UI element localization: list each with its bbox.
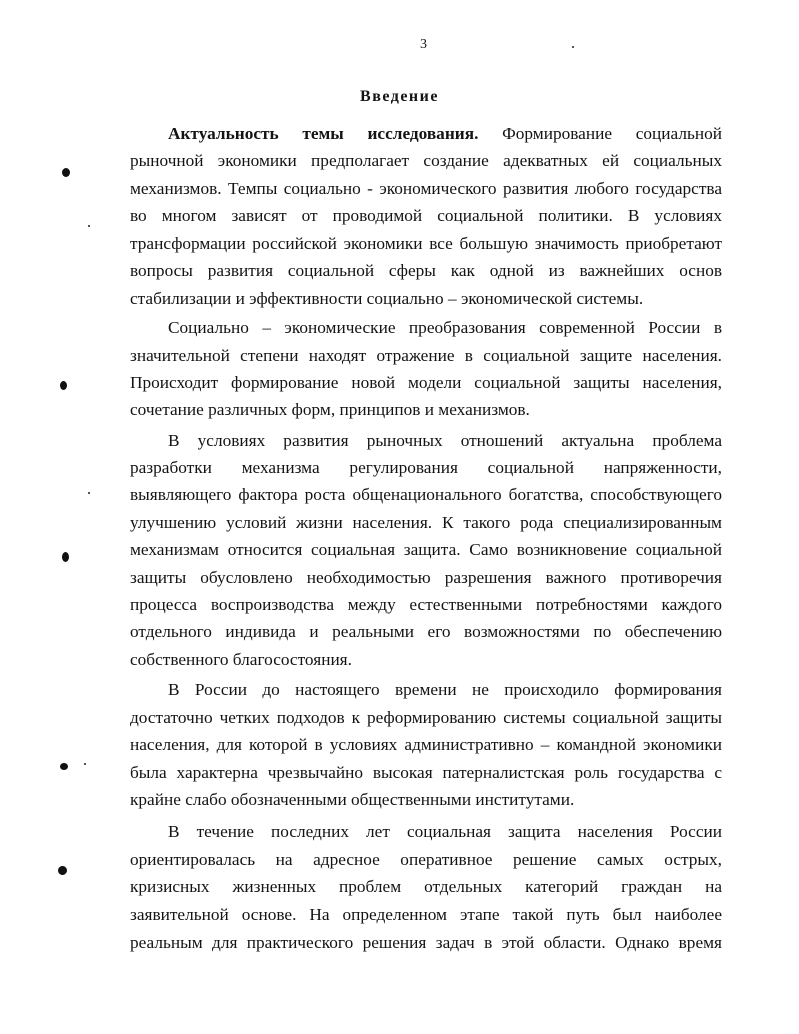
text-line <box>130 790 722 810</box>
scan-mark <box>62 168 70 177</box>
text-line <box>168 318 722 338</box>
scan-mark <box>56 864 68 876</box>
line-text: реальным для практического решения задач в этой области. Однако время <box>130 933 722 952</box>
scan-mark <box>62 552 69 562</box>
scan-speck <box>572 46 574 48</box>
line-text: сочетание различных форм, принципов и механизмов. <box>130 400 530 419</box>
text-line <box>130 850 722 870</box>
text-line <box>130 458 722 478</box>
line-text: В России до настоящего времени не происходило формирования <box>168 680 722 699</box>
text-line <box>130 151 722 171</box>
line-text: во многом зависят от проводимой социальной политики. В условиях <box>130 206 722 225</box>
line-text: была характерна чрезвычайно высокая патерналистская роль государства с <box>130 763 722 782</box>
page-number: 3 <box>420 37 427 52</box>
line-text: улучшению условий жизни населения. К такого рода специализированным <box>130 513 722 532</box>
line-text: механизмам относится социальная защита. Само возникновение социальной <box>130 540 722 559</box>
text-line <box>130 485 722 505</box>
line-text: вопросы развития социальной сферы как одной из важнейших основ <box>130 261 722 280</box>
text-line <box>130 595 722 615</box>
text-line <box>130 905 722 925</box>
line-text: В течение последних лет социальная защита населения России <box>168 822 722 841</box>
line-text: населения, для которой в условиях административно – командной экономики <box>130 735 722 754</box>
text-line <box>130 206 722 226</box>
line-text: разработки механизма регулирования социальной напряженности, <box>130 458 722 477</box>
scan-speck <box>88 225 90 227</box>
text-line <box>130 289 722 309</box>
section-title: Введение <box>360 88 439 105</box>
line-text: Происходит формирование новой модели социальной защиты населения, <box>130 373 722 392</box>
text-line <box>130 933 722 953</box>
text-line <box>130 568 722 588</box>
line-text: отдельного индивида и реальными его возможностями по обеспечению <box>130 622 722 641</box>
line-text: ориентировалась на адресное оперативное решение самых острых, <box>130 850 722 869</box>
text-line <box>130 763 722 783</box>
line-text: стабилизации и эффективности социально – экономической системы. <box>130 289 644 308</box>
line-text: выявляющего фактора роста общенационального богатства, способствующего <box>130 485 722 504</box>
text-line <box>130 234 722 254</box>
line-text: процесса воспроизводства между естественными потребностями каждого <box>130 595 722 614</box>
line-text: собственного благосостояния. <box>130 650 352 669</box>
scan-speck <box>84 763 86 765</box>
text-line <box>168 431 722 451</box>
line-text: Социально – экономические преобразования современной России в <box>168 318 722 337</box>
text-line <box>130 735 722 755</box>
text-line <box>130 540 722 560</box>
text-line <box>130 513 722 533</box>
text-line <box>130 400 722 420</box>
text-line <box>130 373 722 393</box>
line-text: рыночной экономики предполагает создание адекватных ей социальных <box>130 151 722 170</box>
scan-mark <box>60 381 67 390</box>
line-text: Формирование социальной <box>502 124 722 143</box>
line-text: защиты обусловлено необходимостью разрешения важного противоречия <box>130 568 722 587</box>
text-line <box>130 179 722 199</box>
scan-mark <box>60 763 68 770</box>
line-text: В условиях развития рыночных отношений актуальна проблема <box>168 431 722 450</box>
text-line <box>168 822 722 842</box>
text-line <box>130 877 722 897</box>
text-line <box>130 622 722 642</box>
text-line <box>168 680 722 700</box>
text-line <box>168 124 722 144</box>
line-text: заявительной основе. На определенном этапе такой путь был наиболее <box>130 905 722 924</box>
line-text: значительной степени находят отражение в социальной защите населения. <box>130 346 722 365</box>
text-line <box>130 650 722 670</box>
scan-speck <box>88 492 90 494</box>
line-text: достаточно четких подходов к реформированию системы социальной защиты <box>130 708 722 727</box>
line-text: кризисных жизненных проблем отдельных категорий граждан на <box>130 877 722 896</box>
text-line <box>130 261 722 281</box>
line-text: крайне слабо обозначенными общественными институтами. <box>130 790 575 809</box>
text-line <box>130 346 722 366</box>
text-line <box>130 708 722 728</box>
line-text: трансформации российской экономики все большую значимость приобретают <box>130 234 722 253</box>
lead-phrase: Актуальность темы исследования. <box>168 124 479 143</box>
line-text: механизмов. Темпы социально - экономического развития любого государства <box>130 179 722 198</box>
